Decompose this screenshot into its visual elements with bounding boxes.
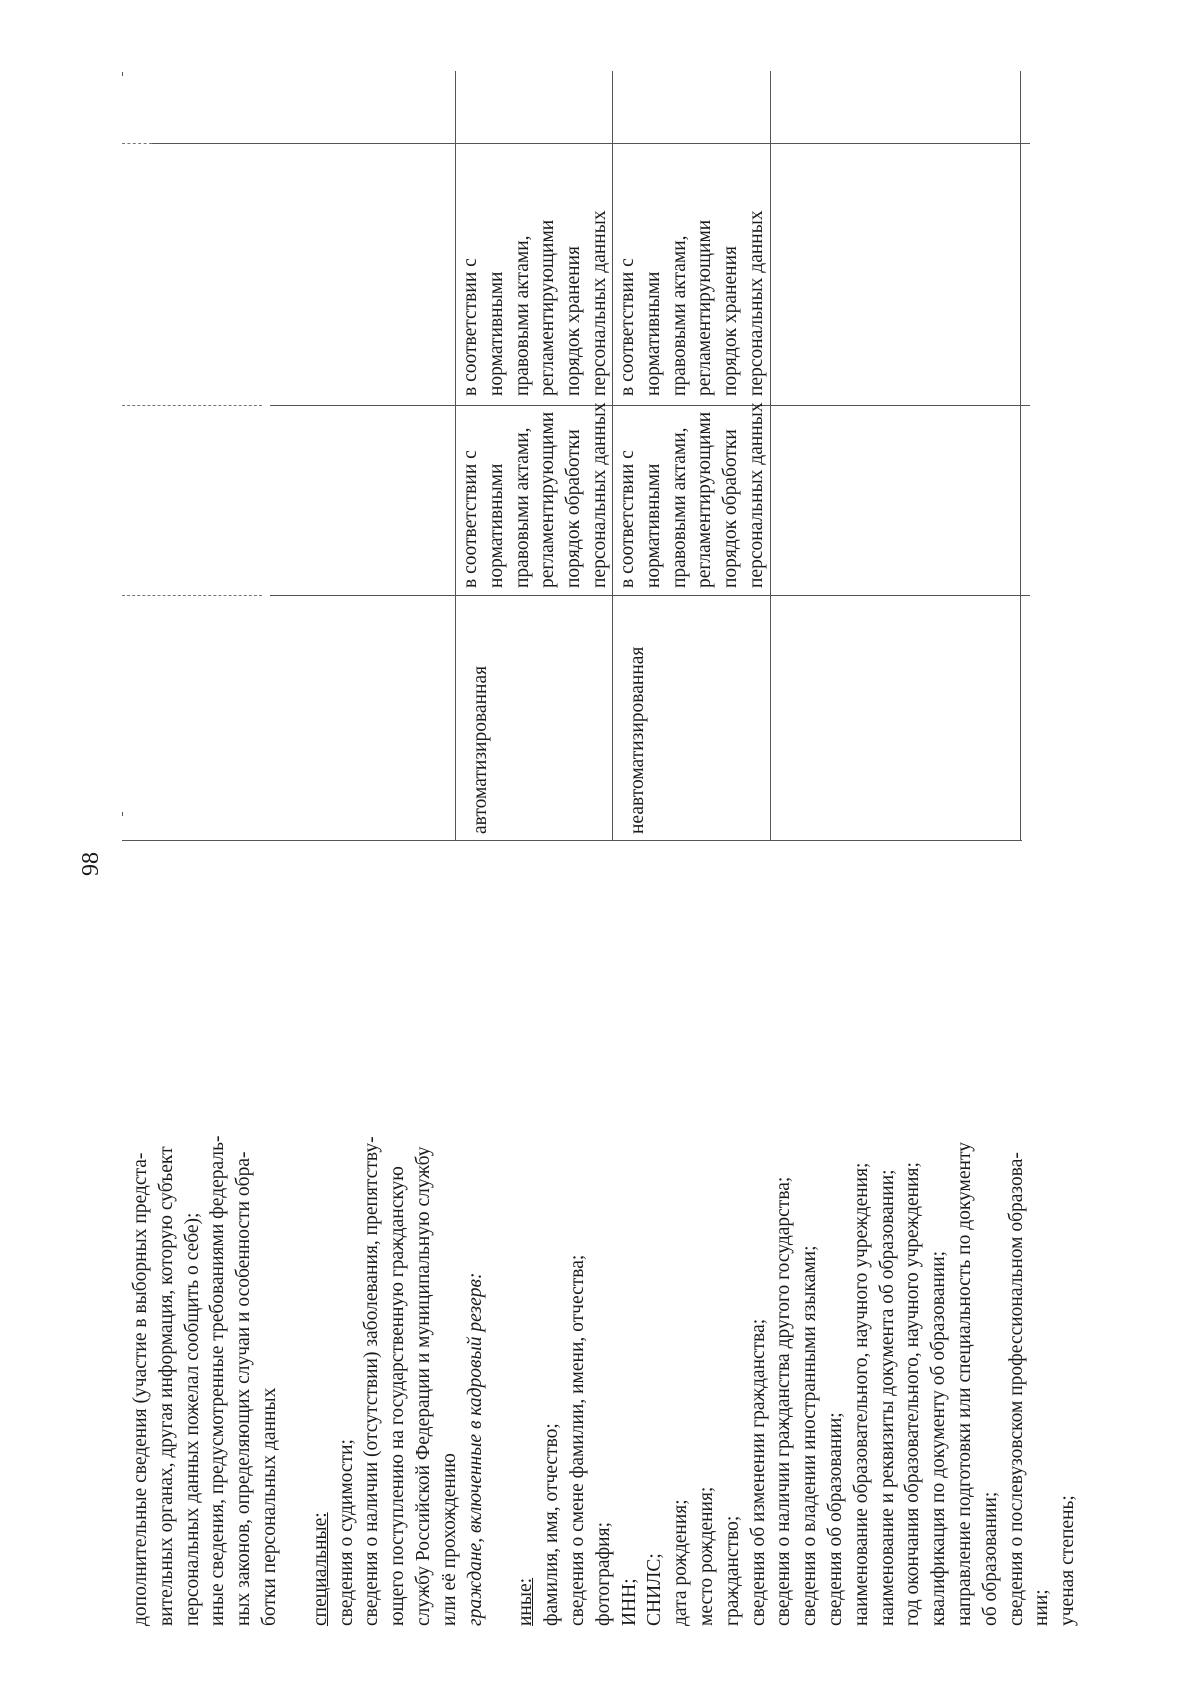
list-line: сведения о послевузовском профессиональном образова- xyxy=(1005,1152,1027,1626)
list-line: сведения о владении иностранными языками; xyxy=(799,1245,821,1626)
list-line: нии; xyxy=(1031,1589,1053,1626)
list-line: ботки персональных данных xyxy=(258,1387,280,1626)
list-line: сведения о судимости; xyxy=(335,1439,357,1626)
list-line: гражданство; xyxy=(721,1515,743,1626)
list-line: сведения об изменении гражданства; xyxy=(747,1318,769,1626)
list-line: об образовании; xyxy=(979,1491,1001,1626)
list-line: направление подготовки или специальность по документу xyxy=(953,1142,975,1626)
list-line: дата рождения; xyxy=(670,1499,692,1626)
list-line: квалификация по документу об образовании; xyxy=(928,1250,950,1626)
list-line: ученая степень; xyxy=(1057,1495,1079,1626)
table-rule xyxy=(122,812,123,816)
list-line: ных законов, определяющих случаи и особенности обра- xyxy=(233,1151,255,1626)
list-line: фотография; xyxy=(592,1521,614,1626)
other-heading: иные: xyxy=(515,1577,537,1626)
list-line: сведения о наличии (отсутствии) заболевания, препятству- xyxy=(361,1136,383,1626)
table-column-divider xyxy=(150,143,1030,144)
table-row-divider xyxy=(770,71,771,841)
list-line: сведения о смене фамилии, имени, отчества; xyxy=(566,1254,588,1626)
table-column-divider xyxy=(122,595,262,596)
storage-order-auto: в соответствии с нормативными правовыми актами, регламентирующими порядок хранения персональных данных xyxy=(460,210,610,396)
table-row-divider xyxy=(1020,71,1021,841)
list-line: персональных данных пожелал сообщить о себе); xyxy=(181,1212,203,1626)
list-line: год окончания образовательного, научного учреждения; xyxy=(902,1162,924,1626)
processing-method-manual: неавтоматизированная xyxy=(627,646,648,834)
list-line: сведения о наличии гражданства другого государства; xyxy=(773,1176,795,1626)
processing-order-manual: в соответствии с нормативными правовыми актами, регламентирующими порядок обработки персональных данных xyxy=(617,402,767,588)
list-line: ющего поступлению на государственную гражданскую xyxy=(387,1166,409,1626)
list-line: или её прохождению xyxy=(438,1453,460,1626)
special-heading: специальные: xyxy=(309,1512,331,1626)
page-number: 98 xyxy=(78,852,104,876)
list-line: СНИЛС; xyxy=(644,1553,666,1626)
processing-order-auto: в соответствии с нормативными правовыми актами, регламентирующими порядок обработки персональных данных xyxy=(460,402,610,588)
reserve-heading: граждане, включенные в кадровый резерв: xyxy=(464,1272,486,1626)
list-line: вительных органах, другая информация, которую субъект xyxy=(155,1146,177,1626)
storage-order-manual: в соответствии с нормативными правовыми актами, регламентирующими порядок хранения персональных данных xyxy=(617,210,767,396)
table-column-divider xyxy=(122,405,262,406)
personal-data-list xyxy=(128,896,1081,1626)
list-line: наименование и реквизиты документа об образовании; xyxy=(876,1169,898,1626)
table-column-divider xyxy=(122,840,1022,841)
list-line: место рождения; xyxy=(695,1486,717,1626)
processing-method-auto: автоматизированная xyxy=(470,665,491,834)
table-column-divider xyxy=(270,595,1030,596)
list-line: фамилия, имя, отчество; xyxy=(541,1423,563,1626)
list-line: наименование образовательного, научного учреждения; xyxy=(850,1162,872,1626)
table-rule xyxy=(122,72,123,76)
table-row-divider xyxy=(455,71,456,841)
table-column-divider xyxy=(122,143,152,144)
list-line: дополнительные сведения (участие в выборных предста- xyxy=(130,1152,151,1626)
list-line: сведения об образовании; xyxy=(824,1412,846,1626)
list-line: ИНН; xyxy=(618,1578,640,1626)
list-line: службу Российской Федерации и муниципальную службу xyxy=(412,1146,434,1626)
list-line: иные сведения, предусмотренные требованиями федераль- xyxy=(207,1135,229,1626)
